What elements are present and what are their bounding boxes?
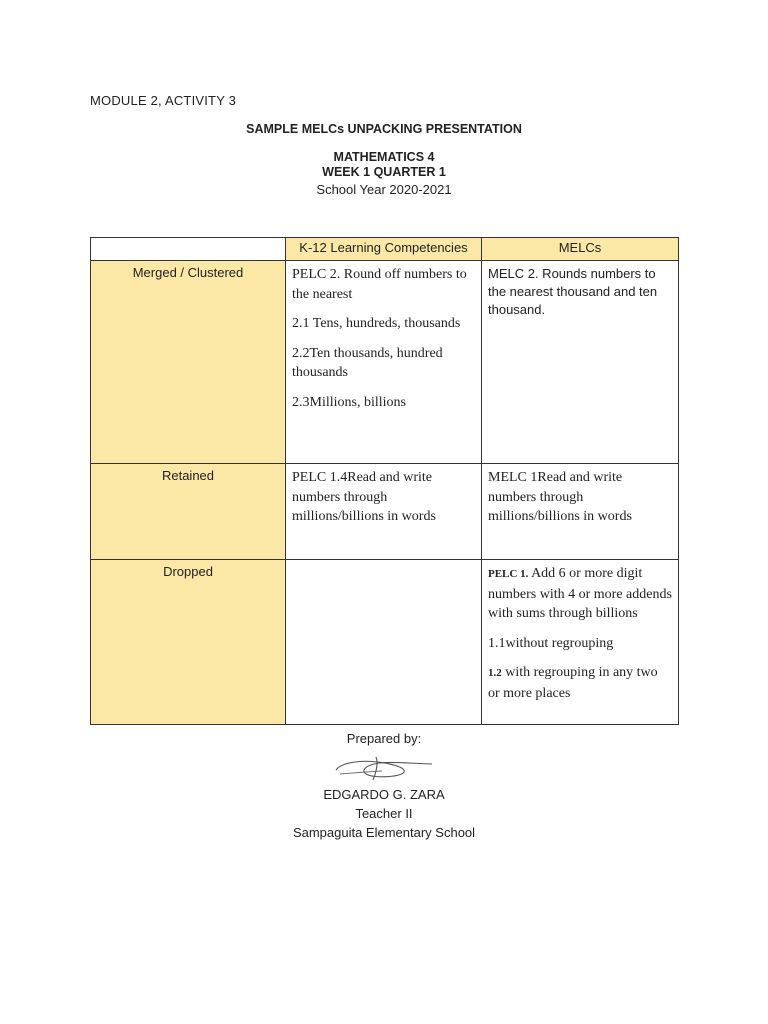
melc-dropped-para-1: [488, 564, 672, 624]
melc-dropped-text-3: with regrouping in any two or more places: [488, 665, 658, 701]
preparer-school: Sampaguita Elementary School: [292, 825, 476, 840]
k12-cell-merged: [286, 261, 482, 464]
melc-cell-dropped: [482, 560, 679, 725]
melc-dropped-lead-3: 1.2: [488, 667, 502, 679]
table-header-row: [91, 238, 679, 261]
signature-image: [332, 754, 436, 782]
k12-retained-text: PELC 1.4Read and write numbers through millions/billions in words: [292, 470, 436, 524]
melc-dropped-text-1: Add 6 or more digit numbers with 4 or more addends with sums through billions: [488, 566, 672, 621]
melc-retained-text: MELC 1Read and write numbers through millions/billions in words: [488, 470, 632, 524]
k12-cell-dropped: [286, 560, 482, 725]
subject-heading: MATHEMATICS 4: [333, 150, 435, 164]
school-year: School Year 2020-2021: [316, 182, 452, 197]
row-label-retained: Retained: [91, 464, 286, 560]
melc-dropped-para-2: 1.1without regrouping: [488, 635, 614, 651]
table-row-dropped: [91, 560, 679, 725]
prepared-by-label: Prepared by:: [346, 731, 422, 746]
week-quarter-heading: WEEK 1 QUARTER 1: [322, 165, 446, 179]
k12-merged-line-3: 2.2Ten thousands, hundred thousands: [292, 345, 443, 380]
module-label: MODULE 2, ACTIVITY 3: [90, 93, 237, 108]
melc-cell-retained: [482, 464, 679, 560]
k12-cell-retained: [286, 464, 482, 560]
melc-dropped-para-3: [488, 663, 672, 703]
preparer-position: Teacher II: [355, 806, 413, 821]
k12-merged-line-2: 2.1 Tens, hundreds, thousands: [292, 316, 461, 331]
header-k12-competencies: K-12 Learning Competencies: [286, 238, 482, 261]
melc-merged-text: MELC 2. Rounds numbers to the nearest thousand and ten thousand.: [488, 266, 658, 317]
melc-table: [90, 237, 679, 725]
k12-merged-line-1: PELC 2. Round off numbers to the nearest: [292, 267, 467, 302]
header-melcs: MELCs: [482, 238, 679, 261]
preparer-name: EDGARDO G. ZARA: [323, 787, 445, 802]
table-row-retained: [91, 464, 679, 560]
row-label-merged: Merged / Clustered: [91, 261, 286, 464]
document-title: SAMPLE MELCs UNPACKING PRESENTATION: [246, 122, 522, 136]
melc-cell-merged: [482, 261, 679, 464]
header-blank-cell: [91, 238, 286, 261]
melc-dropped-lead-1: PELC 1.: [488, 568, 529, 580]
k12-merged-line-4: 2.3Millions, billions: [292, 394, 406, 410]
row-label-dropped: Dropped: [91, 560, 286, 725]
table-row-merged: [91, 261, 679, 464]
